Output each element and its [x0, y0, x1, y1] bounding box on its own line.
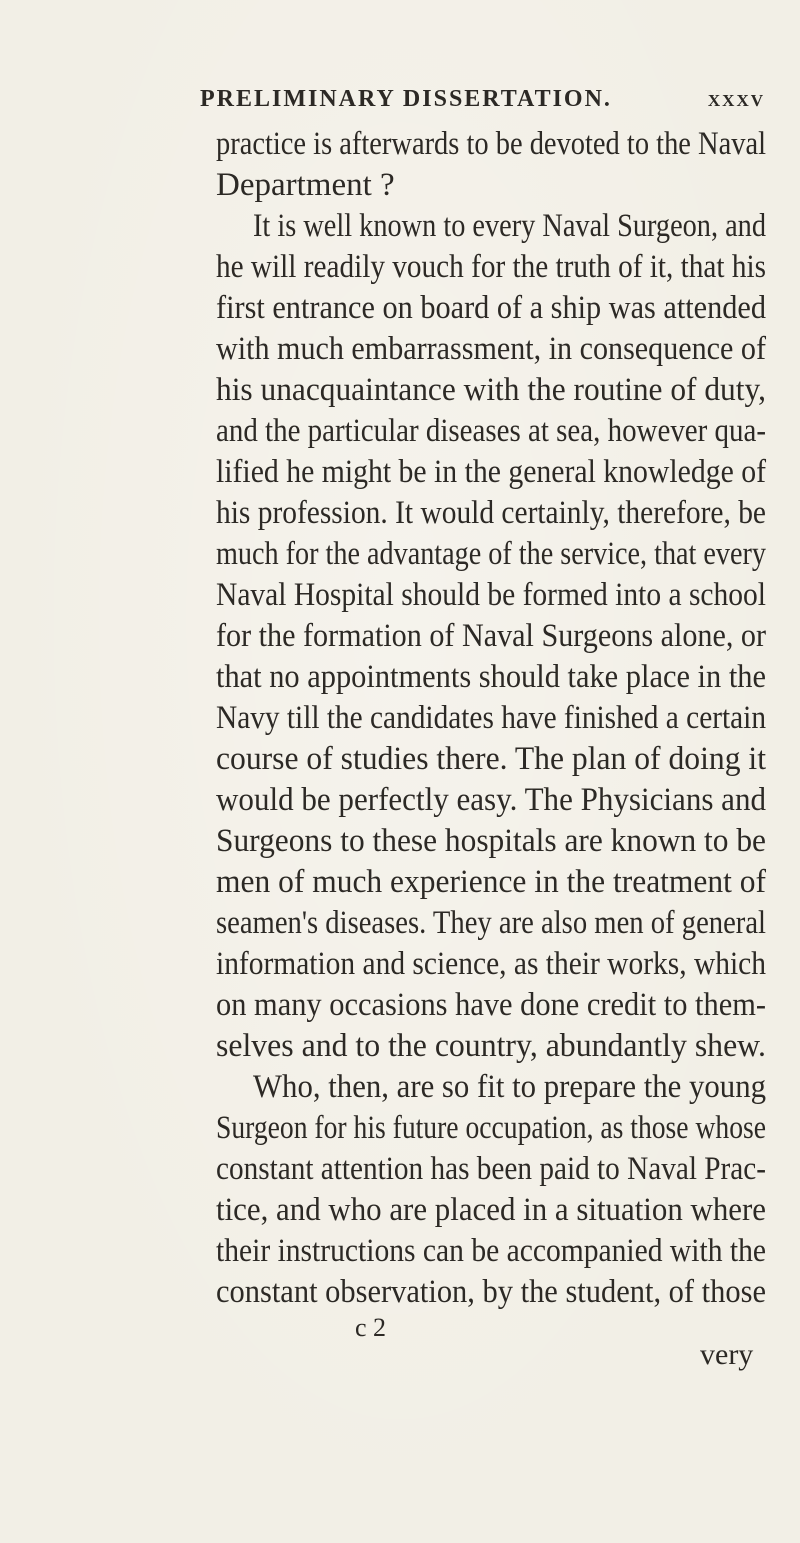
running-head-title: PRELIMINARY DISSERTATION. [200, 86, 612, 112]
text-line: his profession. It would certainly, therefore, be [216, 495, 766, 531]
page-number: xxxv [707, 86, 765, 112]
text-line: tice, and who are placed in a situation where [216, 1192, 766, 1228]
signature-mark: c 2 [355, 1313, 387, 1342]
text-line: for the formation of Naval Surgeons alone, or [216, 618, 766, 654]
text-line: much for the advantage of the service, that every [216, 536, 766, 572]
text-line: Navy till the candidates have finished a certain [216, 700, 766, 736]
text-line: information and science, as their works, which [216, 946, 766, 982]
text-line: men of much experience in the treatment of [216, 864, 766, 900]
text-line: on many occasions have done credit to them- [216, 987, 766, 1023]
text-line: It is well known to every Naval Surgeon, and [253, 208, 766, 244]
text-line: would be perfectly easy. The Physicians and [216, 782, 766, 818]
text-line: Who, then, are so fit to prepare the young [253, 1069, 766, 1105]
text-line: seamen's diseases. They are also men of general [216, 905, 766, 941]
text-line: and the particular diseases at sea, however qua- [216, 413, 766, 449]
text-line: constant observation, by the student, of those [216, 1274, 766, 1310]
text-line: course of studies there. The plan of doing it [216, 741, 766, 777]
text-line: first entrance on board of a ship was attended [216, 290, 766, 326]
catchword: very [700, 1338, 754, 1371]
text-line: constant attention has been paid to Naval Prac- [216, 1151, 766, 1187]
text-line: that no appointments should take place in the [216, 659, 766, 695]
text-line: his unacquaintance with the routine of duty, [216, 372, 766, 408]
text-line: practice is afterwards to be devoted to the Naval [216, 126, 766, 162]
text-line: he will readily vouch for the truth of it, that his [216, 249, 766, 285]
text-line: Naval Hospital should be formed into a school [216, 577, 766, 613]
text-line: Department ? [216, 167, 395, 203]
text-line: Surgeon for his future occupation, as those whose [216, 1110, 766, 1146]
text-line: lified he might be in the general knowledge of [216, 454, 766, 490]
text-line: selves and to the country, abundantly shew. [216, 1028, 766, 1064]
text-line: their instructions can be accompanied with the [216, 1233, 766, 1269]
text-line: with much embarrassment, in consequence of [216, 331, 766, 367]
text-line: Surgeons to these hospitals are known to be [216, 823, 766, 859]
running-head [200, 78, 765, 118]
